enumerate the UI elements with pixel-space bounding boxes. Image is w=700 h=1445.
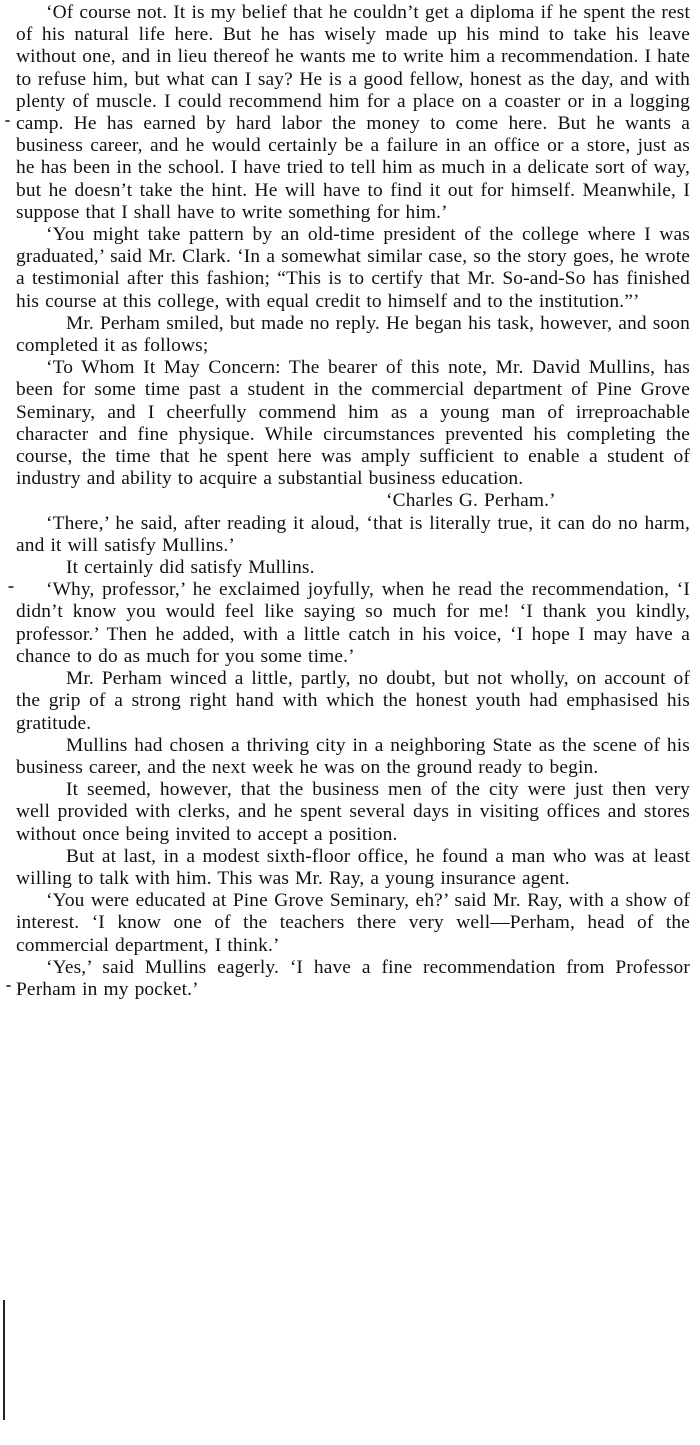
paragraph-there-he-said: ‘There,’ he said, after reading it aloud, ‘that is literally true, it can do no harm, and it will satisfy Mullins.’ <box>16 512 690 556</box>
column-rule <box>3 1300 5 1420</box>
paragraph-diploma: ‘Of course not. It is my belief that he couldn’t get a diploma if he spent the rest of his natural life here. But he has wisely made up his mind to take his leave without one, and in lieu thereof he wants me to write him a recommendation. I hate to refuse him, but what can I say? He is a good fellow, honest as the day, and with plenty of muscle. I could recommend him for a place on a coaster or in a logging camp. He has earned by hard labor the money to come here. But he wants a business career, and he would certainly be a failure in an office or a store, just as he has been in the school. I have tried to tell him as much in a delicate sort of way, but he doesn’t take the hint. He will have to find it out for himself. Meanwhile, I suppose that I shall have to write something for him.’ <box>16 2 690 223</box>
paragraph-fine-recommendation: ‘Yes,’ said Mullins eagerly. ‘I have a fine recommendation from Professor Perham in my pocket.’ <box>16 956 690 1000</box>
document-page <box>16 0 690 1445</box>
paragraph-why-professor: ‘Why, professor,’ he exclaimed joyfully, when he read the recommendation, ‘I didn’t know you would feel like saying so much for me! ‘I thank you kindly, professor.’ Then he added, with a little catch in his voice, ‘I hope I may have a chance to do as much for you some time.’ <box>16 579 690 667</box>
paragraph-sixth-floor-office: But at last, in a modest sixth-floor office, he found a man who was at least willing to talk with him. This was Mr. Ray, a young insurance agent. <box>16 845 690 889</box>
paragraph-testimonial: ‘To Whom It May Concern: The bearer of this note, Mr. David Mullins, has been for some time past a student in the commercial department of Pine Grove Seminary, and I cheerfully commend him as a young man of irreproachable character and fine physique. While circumstances prevented his completing the course, the time that he spent here was amply sufficient to enable a student of industry and ability to acquire a substantial business education. <box>16 357 690 490</box>
paragraph-business-men: It seemed, however, that the business men of the city were just then very well provided with clerks, and he spent several days in visiting offices and stores without once being invited to accept a position. <box>16 779 690 845</box>
paragraph-thriving-city: Mullins had chosen a thriving city in a neighboring State as the scene of his business career, and the next week he was on the ground ready to begin. <box>16 734 690 778</box>
paragraph-perham-smiled: Mr. Perham smiled, but made no reply. He began his task, however, and soon completed it as follows; <box>16 312 690 357</box>
paragraph-clark-suggestion: ‘You might take pattern by an old-time president of the college where I was graduated,’ said Mr. Clark. ‘In a somewhat similar case, so the story goes, he wrote a testimonial after this fashion; “This is to certify that Mr. So-and-So has finished his course at this college, with equal credit to himself and to the institution.”’ <box>16 224 690 312</box>
ink-speck <box>6 985 11 987</box>
paragraph-perham-winced: Mr. Perham winced a little, partly, no doubt, but not wholly, on account of the grip of a strong right hand with which the honest youth had emphasised his gratitude. <box>16 668 690 734</box>
ink-speck <box>8 586 14 588</box>
paragraph-signature: ‘Charles G. Perham.’ <box>386 490 556 512</box>
ink-speck <box>5 120 10 122</box>
paragraph-pine-grove-seminary: ‘You were educated at Pine Grove Seminary, eh?’ said Mr. Ray, with a show of interest. ‘I know one of the teachers there very well—Perham, head of the commercial department, I think.’ <box>16 890 690 956</box>
paragraph-satisfy-mullins: It certainly did satisfy Mullins. <box>66 557 315 579</box>
